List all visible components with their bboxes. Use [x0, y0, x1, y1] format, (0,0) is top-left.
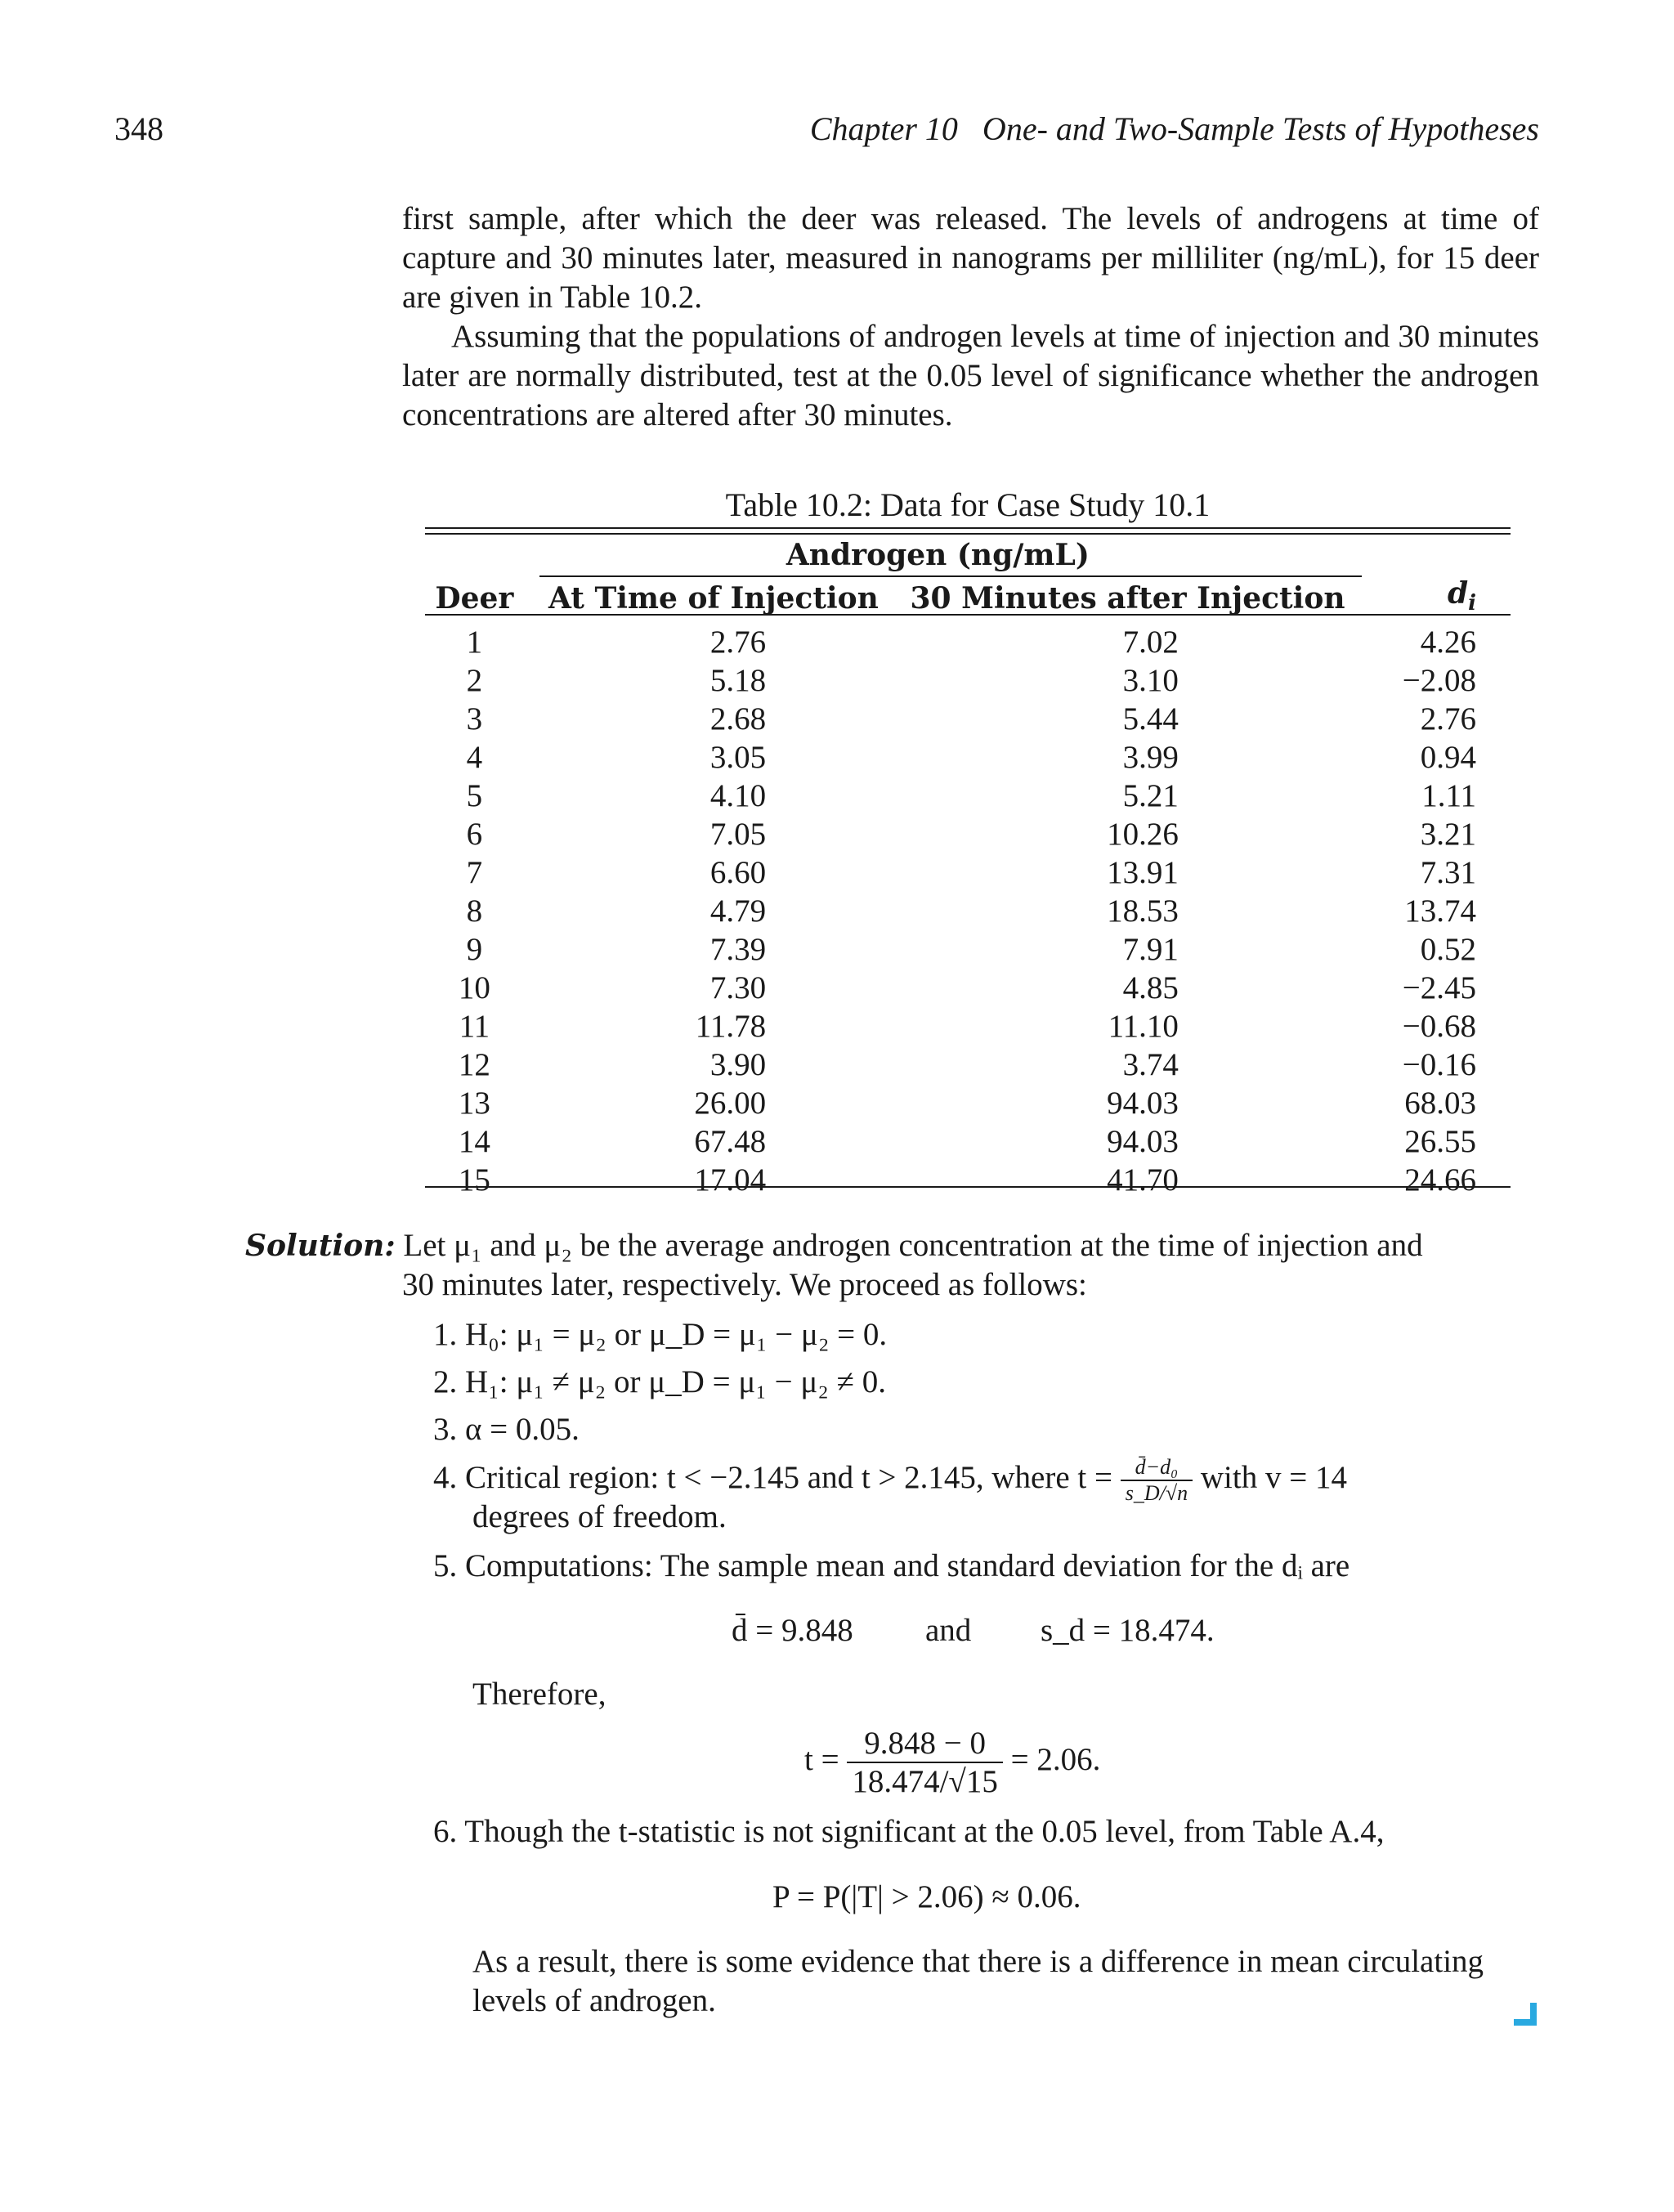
cell-di: 13.74 — [1404, 893, 1476, 929]
cell-di: 7.31 — [1420, 855, 1476, 891]
cell-deer: 10 — [458, 970, 490, 1006]
cell-30min: 94.03 — [1107, 1086, 1179, 1122]
cell-injection: 2.68 — [709, 701, 767, 737]
table-row — [425, 1122, 1511, 1161]
step-4-fraction: $\frac{\text{d̄−d₀}}{s\_D/√n}$ — [1121, 1455, 1193, 1506]
stats-and: and — [925, 1613, 972, 1648]
table-row — [425, 1046, 1511, 1084]
cell-injection: 2.76 — [709, 625, 767, 660]
table-row — [425, 853, 1511, 892]
t-lhs: t = — [804, 1741, 839, 1777]
cell-di: −0.16 — [1402, 1047, 1476, 1083]
step-6: 6. Though the t-statistic is not significant at the 0.05 level, from Table A.4, — [433, 1814, 1385, 1849]
cell-deer: 6 — [466, 817, 483, 853]
cell-di: −2.08 — [1402, 663, 1476, 699]
step-2: 2. H₁: μ₁ ≠ μ₂ or μ_D = μ₁ − μ₂ ≠ 0. — [433, 1364, 886, 1399]
therefore-text: Therefore, — [472, 1677, 606, 1712]
table-row — [425, 661, 1511, 700]
cell-deer: 4 — [466, 740, 483, 776]
col-header-30min: 30 Minutes after Injection — [910, 581, 1345, 616]
cell-deer: 5 — [466, 778, 483, 814]
cell-30min: 10.26 — [1107, 817, 1179, 853]
cell-di: 4.26 — [1420, 625, 1476, 660]
cell-deer: 2 — [466, 663, 483, 699]
cell-deer: 1 — [466, 625, 483, 660]
t-fraction: $\frac{9.848 - 0}{18.474/√15}$ — [847, 1725, 1003, 1800]
running-head: Chapter 10 One- and Two-Sample Tests of Hypotheses — [809, 110, 1539, 147]
cell-di: 24.66 — [1404, 1162, 1476, 1198]
cell-injection: 67.48 — [694, 1124, 767, 1160]
cell-injection: 7.30 — [709, 970, 767, 1006]
cell-injection: 11.78 — [695, 1009, 767, 1045]
step-5: 5. Computations: The sample mean and standard deviation for the dᵢ are — [433, 1548, 1350, 1583]
p-value-equation: P = P(|T| > 2.06) ≈ 0.06. — [772, 1879, 1081, 1914]
page-number: 348 — [114, 110, 163, 147]
cell-30min: 4.85 — [1122, 970, 1179, 1006]
cell-deer: 3 — [466, 701, 483, 737]
cell-injection: 3.05 — [709, 740, 767, 776]
table-row — [425, 623, 1511, 661]
intro-paragraph-2: Assuming that the populations of androgen levels at time of injection and 30 minutes later are normally distributed, test at the 0.05 level of significance whether the androgen concentrations are altered after 30 minutes. — [402, 319, 1539, 432]
conclusion-line-1: As a result, there is some evidence that there is a difference in mean circulating — [472, 1944, 1484, 1979]
solution-label: Solution: — [245, 1229, 396, 1263]
cell-injection: 3.90 — [709, 1047, 767, 1083]
cell-30min: 5.21 — [1122, 778, 1179, 814]
t-equation — [804, 1725, 1100, 1800]
cell-di: −0.68 — [1402, 1009, 1476, 1045]
cell-di: 2.76 — [1420, 701, 1476, 737]
table-row — [425, 930, 1511, 969]
group-header: Androgen (ng/mL) — [786, 538, 1090, 572]
cell-injection: 5.18 — [709, 663, 767, 699]
step-3: 3. α = 0.05. — [433, 1412, 580, 1447]
step-1: 1. H₀: μ₁ = μ₂ or μ_D = μ₁ − μ₂ = 0. — [433, 1317, 888, 1352]
stats-sd: s_d = 18.474. — [1041, 1613, 1215, 1648]
cell-di: 26.55 — [1404, 1124, 1476, 1160]
table-row — [425, 700, 1511, 738]
solution-line-1 — [245, 1226, 1423, 1265]
step-4-df: with v = 14 — [1200, 1459, 1347, 1495]
cell-deer: 11 — [459, 1009, 490, 1045]
cell-30min: 3.10 — [1122, 663, 1179, 699]
cell-di: 0.94 — [1420, 740, 1476, 776]
cell-di: 1.11 — [1421, 778, 1476, 814]
col-header-di: $d_i$ — [1447, 576, 1476, 616]
table-caption: Table 10.2: Data for Case Study 10.1 — [725, 486, 1211, 523]
cell-injection: 17.04 — [694, 1162, 767, 1198]
cell-deer: 15 — [458, 1162, 490, 1198]
table-row — [425, 1161, 1511, 1199]
step-4-continued: degrees of freedom. — [472, 1499, 727, 1534]
table-row — [425, 1007, 1511, 1046]
table-top-rule-2 — [425, 533, 1511, 535]
cell-deer: 14 — [458, 1124, 490, 1160]
cell-30min: 13.91 — [1107, 855, 1179, 891]
cell-deer: 7 — [466, 855, 483, 891]
table-row — [425, 738, 1511, 777]
cell-30min: 41.70 — [1107, 1162, 1179, 1198]
t-rhs: = 2.06. — [1010, 1741, 1101, 1777]
qed-marker-icon — [1514, 2003, 1537, 2026]
col-header-deer: Deer — [435, 581, 514, 616]
cell-deer: 12 — [458, 1047, 490, 1083]
solution-text-1: Let μ₁ and μ₂ be the average androgen concentration at the time of injection and — [403, 1228, 1423, 1263]
cell-30min: 3.99 — [1122, 740, 1179, 776]
col-header-injection: At Time of Injection — [548, 581, 879, 616]
cell-di: −2.45 — [1402, 970, 1476, 1006]
table-top-rule-1 — [425, 527, 1511, 529]
cell-injection: 4.10 — [709, 778, 767, 814]
cell-injection: 7.05 — [709, 817, 767, 853]
cell-injection: 26.00 — [694, 1086, 767, 1122]
intro-paragraph-1: first sample, after which the deer was released. The levels of androgens at time of capture and 30 minutes later, measured in nanograms per milliliter (ng/mL), for 15 deer are given in Table 10.2. — [402, 201, 1539, 315]
data-table — [425, 536, 1511, 1199]
cell-30min: 18.53 — [1107, 893, 1179, 929]
cell-30min: 7.02 — [1122, 625, 1179, 660]
cell-injection: 4.79 — [709, 893, 767, 929]
stats-mean: d̄ = 9.848 — [732, 1613, 853, 1648]
cell-deer: 13 — [458, 1086, 490, 1122]
cell-30min: 94.03 — [1107, 1124, 1179, 1160]
cell-deer: 8 — [466, 893, 483, 929]
table-row — [425, 777, 1511, 815]
cell-injection: 7.39 — [709, 932, 767, 968]
table-row — [425, 815, 1511, 853]
cell-di: 68.03 — [1404, 1086, 1476, 1122]
cell-30min: 5.44 — [1122, 701, 1179, 737]
solution-line-2: 30 minutes later, respectively. We proceed as follows: — [402, 1267, 1087, 1302]
cell-di: 0.52 — [1420, 932, 1476, 968]
cell-30min: 11.10 — [1108, 1009, 1179, 1045]
cell-30min: 7.91 — [1122, 932, 1179, 968]
cell-30min: 3.74 — [1122, 1047, 1179, 1083]
step-4-text: 4. Critical region: t < −2.145 and t > 2.145, where t = — [433, 1459, 1112, 1495]
cell-deer: 9 — [466, 932, 483, 968]
cell-injection: 6.60 — [709, 855, 767, 891]
table-row — [425, 892, 1511, 930]
cell-di: 3.21 — [1420, 817, 1476, 853]
conclusion-line-2: levels of androgen. — [472, 1983, 716, 2018]
table-row — [425, 969, 1511, 1007]
table-row — [425, 1084, 1511, 1122]
